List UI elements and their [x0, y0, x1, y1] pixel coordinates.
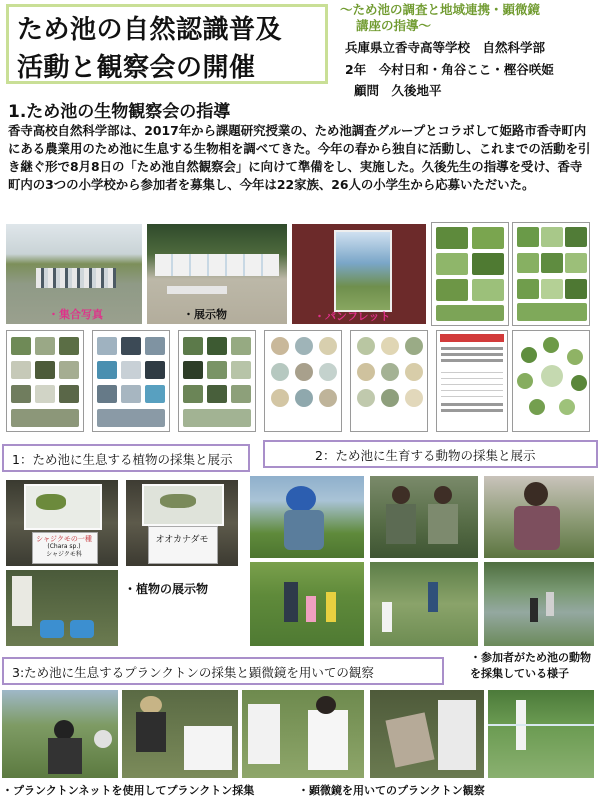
caption-microscope: ・顕微鏡を用いてのプランクトン観察	[298, 784, 485, 797]
section-1-label: 1：ため池に生息する植物の採集と展示	[12, 452, 233, 467]
section-1-box	[2, 444, 250, 472]
section1-heading: 1.ため池の生物観察会の指導	[8, 102, 231, 122]
animal-photo-5	[370, 562, 478, 646]
caption-group-photo: ・集合写真	[48, 308, 103, 321]
group-photo	[6, 224, 142, 324]
sheet-c	[178, 330, 256, 432]
intro-paragraph: 香寺高校自然科学部は、2017年から課題研究授業の、ため池調査グループとコラボして姫路市香寺町内にある農業用のため池に生息する生物相を調べてきた。今年の春から独自に活動し、これまでの活動を引き継ぐ形で8月8日の「ため池自然観察会」に向けて準備をし、実施した。久後先生の指導を受け、香寺町内の3つの小学校から参加者を募集し、今年は22家族、26人の小学生から応募いただいた。	[8, 123, 591, 192]
animal-photo-2	[370, 476, 478, 558]
card1-note: シャジクモ科	[46, 551, 82, 558]
sheet-b	[92, 330, 170, 432]
card1-title: シャジクモの一種	[36, 535, 92, 543]
caption-participants: ・参加者がため池の動物を採集している様子	[470, 651, 591, 680]
school-name: 兵庫県立香寺高等学校 自然科学部	[345, 40, 546, 55]
sheet-a	[6, 330, 84, 432]
card1-sub: (Chara sp.)	[47, 543, 81, 550]
animal-photo-3	[484, 476, 594, 558]
subtitle-line-2: 講座の指導～	[356, 18, 432, 33]
plankton-photo-5	[488, 690, 594, 778]
authors: 2年 今村日和・角谷ここ・樫谷咲姫	[345, 62, 554, 77]
caption-exhibits: ・展示物	[183, 308, 227, 321]
section-2-box	[263, 440, 598, 468]
sheet-g	[512, 330, 590, 432]
card2-title: オオカナダモ	[155, 535, 209, 545]
sheet-d	[264, 330, 342, 432]
section-2-label: 2：ため池に生育する動物の採集と展示	[315, 448, 536, 463]
plant-tray-photo-1	[6, 480, 118, 566]
section-3-box	[2, 657, 444, 685]
title-line-2: 活動と観察会の開催	[17, 53, 256, 83]
caption-plant-exhibit: ・植物の展示物	[124, 582, 209, 596]
title-line-1: ため池の自然認識普及	[17, 15, 283, 45]
plant-tray-photo-2	[126, 480, 238, 566]
advisor: 顧問 久後地平	[354, 83, 442, 98]
exhibits-photo	[147, 224, 287, 324]
sheet-e	[350, 330, 428, 432]
caption-plankton-net: ・プランクトンネットを使用してプランクトン採集	[2, 784, 255, 797]
plankton-photo-3	[242, 690, 364, 778]
plant-sheet-2	[512, 222, 590, 326]
plankton-photo-2	[122, 690, 238, 778]
plankton-photo-4	[370, 690, 484, 778]
pamphlet-photo	[292, 224, 426, 324]
plankton-photo-1	[2, 690, 118, 778]
animal-photo-1	[250, 476, 364, 558]
section-3-label: 3:ため池に生息するプランクトンの採集と顕微鏡を用いての観察	[12, 665, 374, 680]
sheet-f	[436, 330, 508, 432]
animal-photo-4	[250, 562, 364, 646]
animal-photo-6	[484, 562, 594, 646]
plant-sheet-1	[431, 222, 509, 326]
subtitle-line-1: ～ため池の調査と地域連携・顕微鏡	[340, 2, 541, 17]
title-box	[6, 4, 328, 84]
plant-display-photo	[6, 570, 118, 646]
caption-pamphlet: ・パンフレット	[314, 310, 391, 323]
